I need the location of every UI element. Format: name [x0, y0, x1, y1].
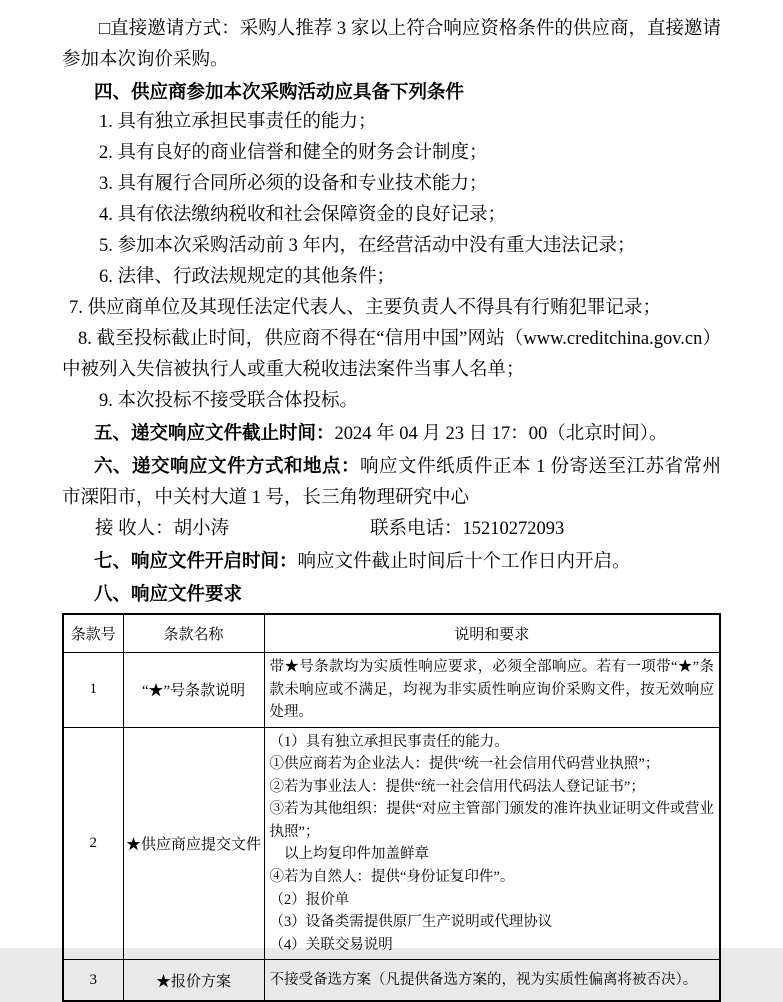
clause-name-cell: ★供应商应提交文件 [123, 727, 264, 960]
column-header-clause-no: 条款号 [63, 614, 123, 653]
clause-desc-cell: 不接受备选方案（凡提供备选方案的，视为实质性偏离将被否决）。 [264, 960, 720, 1001]
section-6-heading: 六、递交响应文件方式和地点： [94, 455, 360, 476]
desc-line: （4）关联交易说明 [269, 936, 393, 953]
response-requirements-table [62, 613, 721, 1002]
section-6-delivery-paragraph [62, 450, 721, 514]
desc-line: ②若为事业法人：提供“统一社会信用代码法人登记证书”； [269, 778, 645, 795]
clause-desc-cell [264, 727, 720, 960]
desc-line: （1）具有独立承担民事责任的能力。 [269, 733, 509, 750]
column-header-clause-name: 条款名称 [123, 614, 264, 653]
section-7-opening-paragraph [62, 545, 721, 578]
section-5-deadline-paragraph [62, 417, 721, 450]
section-4-heading: 四、供应商参加本次采购活动应具备下列条件 [94, 81, 465, 102]
clause-no-cell: 1 [63, 653, 123, 728]
condition-item-4: 4. 具有依法缴纳税收和社会保障资金的良好记录； [99, 205, 507, 225]
condition-item-1: 1. 具有独立承担民事责任的能力； [99, 112, 377, 132]
condition-item-8: 8. 截至投标截止时间，供应商不得在“信用中国”网站（www.creditchina.gov.cn）中被列入失信被执行人或重大税收违法案件当事人名单； [62, 329, 721, 380]
section-7-heading: 七、响应文件开启时间： [94, 550, 298, 571]
desc-line: ①供应商若为企业法人：提供“统一社会信用代码营业执照”； [269, 756, 660, 773]
contact-phone: 联系电话：15210272093 [370, 519, 565, 539]
clause-no-cell: 2 [63, 727, 123, 960]
clause-desc-cell: 带★号条款均为实质性响应要求，必须全部响应。若有一项带“★”条款未响应或不满足，均视为非实质性响应询价采购文件，按无效响应处理。 [264, 653, 720, 728]
desc-line: （3）设备类需提供原厂生产说明或代理协议 [269, 914, 553, 931]
desc-line: ③若为其他组织：提供“对应主管部门颁发的准许执业证明文件或营业执照”； [269, 801, 714, 840]
condition-item-7: 7. 供应商单位及其现任法定代表人、主要负责人不得具有行贿犯罪记录； [69, 298, 662, 318]
clause-no-cell: 3 [63, 960, 123, 1001]
desc-line: 以上均复印件加盖鲜章 [269, 846, 429, 863]
section-5-heading: 五、递交响应文件截止时间： [94, 422, 335, 443]
desc-line: （2）报价单 [269, 891, 350, 908]
table-row-2 [63, 727, 720, 960]
receiver-name: 接 收人：胡小涛 [95, 519, 230, 539]
section-6-address-value: 响应文件纸质件正本 1 份寄送至江苏省常州市溧阳市，中关村大道 1 号，长三角物理研究中心 [62, 457, 721, 508]
table-header-row [63, 614, 720, 653]
table-row-3 [63, 960, 720, 1001]
section-7-opening-value: 响应文件截止时间后十个工作日内开启。 [297, 552, 631, 572]
clause-name-cell: “★”号条款说明 [123, 653, 264, 728]
condition-item-3: 3. 具有履行合同所必须的设备和专业技术能力； [99, 174, 488, 194]
column-header-description: 说明和要求 [264, 614, 720, 653]
contact-line [62, 514, 721, 545]
section-8-heading: 八、响应文件要求 [94, 583, 243, 604]
clause-name-cell: ★报价方案 [123, 960, 264, 1001]
condition-item-2: 2. 具有良好的商业信誉和健全的财务会计制度； [99, 143, 488, 163]
section-5-deadline-value: 2024 年 04 月 23 日 17：00（北京时间）。 [334, 424, 668, 444]
table-row-1 [63, 653, 720, 728]
condition-item-9: 9. 本次投标不接受联合体投标。 [99, 391, 359, 411]
direct-invite-paragraph: □直接邀请方式：采购人推荐 3 家以上符合响应资格条件的供应商，直接邀请参加本次询价采购。 [62, 19, 721, 70]
condition-item-6: 6. 法律、行政法规规定的其他条件； [99, 267, 396, 287]
desc-line: ④若为自然人：提供“身份证复印件”。 [269, 869, 515, 886]
condition-item-5: 5. 参加本次采购活动前 3 年内，在经营活动中没有重大违法记录； [99, 236, 636, 256]
